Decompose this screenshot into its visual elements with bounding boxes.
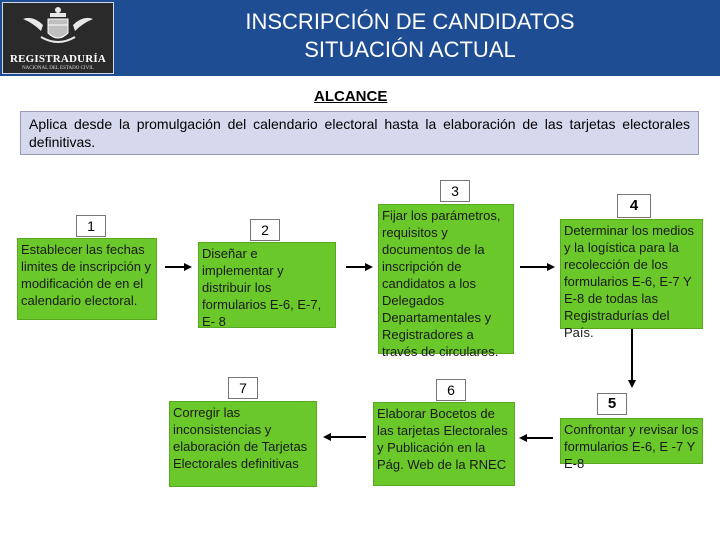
step-6-number: 6 — [436, 379, 466, 401]
page-title-line2: SITUACIÓN ACTUAL — [304, 37, 516, 62]
logo-subtitle: NACIONAL DEL ESTADO CIVIL — [22, 66, 94, 71]
step-5-number: 5 — [597, 393, 627, 415]
step-5-box: Confrontar y revisar los formularios E-6, E -7 Y E-8 — [560, 418, 703, 464]
step-2-number: 2 — [250, 219, 280, 241]
scope-title: ALCANCE — [314, 88, 388, 105]
step-3-number: 3 — [440, 180, 470, 202]
step-4-number: 4 — [617, 194, 651, 218]
page-title-line1: INSCRIPCIÓN DE CANDIDATOS — [245, 9, 575, 34]
step-6-box: Elaborar Bocetos de las tarjetas Electorales y Publicación en la Pág. Web de la RNEC — [373, 402, 515, 486]
scope-box: Aplica desde la promulgación del calendario electoral hasta la elaboración de las tarjetas electorales definitivas. — [20, 111, 699, 155]
step-7-box: Corregir las inconsistencias y elaboración de Tarjetas Electorales definitivas — [169, 401, 317, 487]
step-7-number: 7 — [228, 377, 258, 399]
step-3-box: Fijar los parámetros, requisitos y documentos de la inscripción de candidatos a los Delegados Departamentales y Registradores a través de circulares. — [378, 204, 514, 354]
step-1-box: Establecer las fechas limites de inscripción y modificación de en el calendario electoral. — [17, 238, 157, 320]
step-2-box: Diseñar e implementar y distribuir los formularios E-6, E-7, E- 8 — [198, 242, 336, 328]
step-1-number: 1 — [76, 215, 106, 237]
step-4-box: Determinar los medios y la logística para la recolección de los formularios E-6, E-7 Y E-8 de todas las Registradurías del País. — [560, 219, 703, 329]
logo-name: REGISTRADURÍA — [9, 53, 107, 65]
